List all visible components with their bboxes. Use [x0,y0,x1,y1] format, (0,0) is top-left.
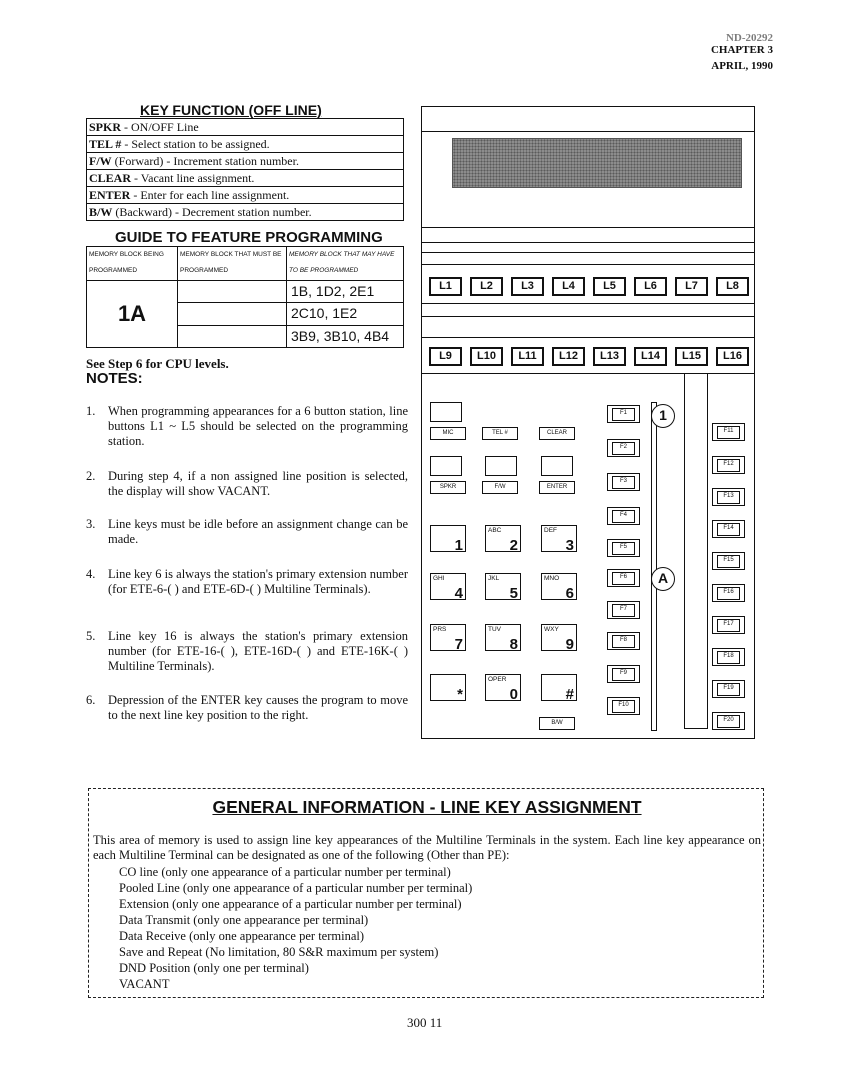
guide-title: GUIDE TO FEATURE PROGRAMMING [115,229,383,246]
terminal-diagram [421,106,755,739]
note-text: Line key 6 is always the station's primary extension number (for ETE-6-( ) and ETE-6D-( ) Multiline Terminals). [108,567,408,596]
empty-cell [178,281,286,303]
divider [422,227,754,228]
mic-label: MIC [430,427,466,440]
note-number: 4. [86,567,96,581]
dial-key-5[interactable] [485,573,521,600]
note-text: During step 4, if a non assigned line position is selected, the display will show VACANT. [108,469,408,498]
note-number: 6. [86,693,96,707]
key-name: CLEAR [89,171,132,185]
assignment-type: CO line (only one appearance of a particular number per terminal) [119,865,451,879]
notes-title: NOTES: [86,370,143,387]
page-number: 300 11 [407,1015,443,1030]
key-function-row [87,153,403,170]
key-function-row [87,119,403,136]
note-item [86,567,408,597]
may-cells [287,281,403,347]
divider [422,252,754,253]
block-being-programmed: 1A [87,281,178,347]
fw-button[interactable] [485,456,517,476]
line-key[interactable]: L12 [552,347,585,366]
dial-key-8[interactable] [485,624,521,651]
doc-number: ND-20292 [725,34,773,42]
note-number: 1. [86,404,96,418]
step6-note: See Step 6 for CPU levels. [86,356,229,371]
assignment-type: Data Transmit (only one appearance per terminal) [119,913,369,927]
note-item [86,693,408,723]
dial-digit: 4 [454,585,463,602]
chapter-label: CHAPTER 3 [710,44,773,56]
bw-button[interactable]: B/W [539,717,575,730]
fkey[interactable]: F6 [607,569,640,587]
note-item [86,629,408,674]
dial-key-4[interactable] [430,573,466,600]
note-item [86,404,408,449]
divider [422,316,754,317]
line-key[interactable]: L11 [511,347,544,366]
key-function-row [87,136,403,153]
guide-table [86,246,404,348]
dial-digit: # [565,686,574,703]
assignment-type: Data Receive (only one appearance per terminal) [119,929,365,943]
dial-letters: GHI [433,575,445,582]
key-desc: (Forward) - Increment station number. [111,154,299,168]
note-number: 5. [86,629,96,643]
note-text: Line keys must be idle before an assignment change can be made. [108,517,408,546]
key-name: B/W [89,205,113,219]
fkey[interactable]: F18 [712,648,745,666]
fkey[interactable]: F11 [712,423,745,441]
tel-label: TEL # [482,427,518,440]
enter-label: ENTER [539,481,575,494]
dial-key-7[interactable] [430,624,466,651]
marker-a: A [651,567,675,591]
divider [422,264,754,265]
dial-digit: 6 [565,585,574,602]
note-number: 3. [86,517,96,531]
key-function-row [87,187,403,204]
guide-header-row [87,247,403,281]
fkey[interactable]: F20 [712,712,745,730]
doc-header [711,34,773,74]
empty-cell [178,303,286,325]
key-function-table [86,118,404,221]
guide-body-row [87,281,403,347]
dial-digit: 7 [454,636,463,653]
fkey[interactable]: F1 [607,405,640,423]
key-desc: - Enter for each line assignment. [130,188,290,202]
dial-digit: 8 [509,636,518,653]
dial-key-6[interactable] [541,573,577,600]
key-function-row [87,204,403,220]
divider [422,303,754,304]
empty-cell [178,326,286,347]
assignment-type: DND Position (only one per terminal) [119,961,309,975]
key-name: TEL # [89,137,122,151]
fkey[interactable]: F17 [712,616,745,634]
designation-strip [684,373,708,729]
fkey-column-line [651,402,657,731]
assignment-type: VACANT [119,977,170,991]
line-key[interactable]: L9 [429,347,462,366]
key-name: SPKR [89,120,122,134]
dial-letters: JKL [488,575,500,582]
line-key[interactable]: L5 [593,277,626,296]
fkey[interactable]: F19 [712,680,745,698]
clear-label: CLEAR [539,427,575,440]
fkey[interactable]: F3 [607,473,640,491]
line-key[interactable]: L16 [716,347,749,366]
key-name: F/W [89,154,112,168]
line-key[interactable]: L15 [675,347,708,366]
note-item [86,469,408,499]
dial-letters: DEF [544,527,557,534]
dial-key-3[interactable] [541,525,577,552]
may-cell: 2C10, 1E2 [287,303,403,325]
dial-letters: ABC [488,527,502,534]
fkey[interactable]: F9 [607,665,640,683]
dial-key-0[interactable] [485,674,521,701]
general-info-box [88,788,764,998]
key-name: ENTER [89,188,131,202]
key-function-row [87,170,403,187]
fkey[interactable]: F7 [607,601,640,619]
enter-button[interactable] [541,456,573,476]
dial-digit: 2 [509,537,518,554]
fkey[interactable]: F12 [712,456,745,474]
may-cell: 1B, 1D2, 2E1 [287,281,403,303]
line-key[interactable]: L10 [470,347,503,366]
dial-letters: OPER [488,676,507,683]
fkey[interactable]: F8 [607,632,640,650]
line-key[interactable]: L3 [511,277,544,296]
dial-digit: 9 [565,636,574,653]
dial-digit: 0 [509,686,518,703]
marker-1: 1 [651,404,675,428]
dial-letters: PRS [433,626,447,633]
divider [422,131,754,132]
fkey[interactable]: F15 [712,552,745,570]
dial-key-star[interactable] [430,674,466,701]
dial-letters: WXY [544,626,559,633]
spkr-button[interactable] [430,456,462,476]
line-key[interactable]: L8 [716,277,749,296]
dial-letters: MNO [544,575,560,582]
assignment-type: Save and Repeat (No limitation, 80 S&R maximum per system) [119,945,439,959]
line-key[interactable]: L6 [634,277,667,296]
dial-digit: 5 [509,585,518,602]
general-info-title: GENERAL INFORMATION - LINE KEY ASSIGNMENT [212,797,642,817]
note-item [86,517,408,547]
dial-key-9[interactable] [541,624,577,651]
note-number: 2. [86,469,96,483]
may-cell: 3B9, 3B10, 4B4 [291,327,390,344]
dial-key-hash[interactable] [541,674,577,701]
line-key[interactable]: L4 [552,277,585,296]
dial-digit: * [457,686,463,703]
col-being-programmed: MEMORY BLOCK BEING PROGRAMMED [87,247,178,280]
line-key[interactable]: L14 [634,347,667,366]
fkey[interactable]: F16 [712,584,745,602]
key-desc: (Backward) - Decrement station number. [112,205,312,219]
dial-digit: 1 [454,537,463,554]
general-info-intro: This area of memory is used to assign line key appearances of the Multiline Terminals in the system. Each line key appearance on each Multiline Terminal can be designated as one of the following (Other than PE): [93,833,761,862]
line-key[interactable]: L13 [593,347,626,366]
divider [422,242,754,243]
key-desc: - Vacant line assignment. [131,171,255,185]
dial-digit: 3 [565,537,574,554]
dial-key-1[interactable] [430,525,466,552]
fkey[interactable]: F4 [607,507,640,525]
note-text: Depression of the ENTER key causes the program to move to the next line key position to the right. [108,693,408,722]
col-must-program: MEMORY BLOCK THAT MUST BE PROGRAMMED [178,247,287,280]
date-label: APRIL, 1990 [711,60,773,72]
dial-key-2[interactable] [485,525,521,552]
lcd-display [452,138,742,188]
spkr-label: SPKR [430,481,466,494]
fkey[interactable]: F13 [712,488,745,506]
assignment-type: Pooled Line (only one appearance of a particular number per terminal) [119,881,473,895]
must-cells [178,281,287,347]
key-desc: - ON/OFF Line [121,120,199,134]
note-text: Line key 16 is always the station's primary extension number (for ETE-16-( ), ETE-16D-( ) and ETE-16K-( ) Multiline Terminals). [108,629,408,673]
note-text: When programming appearances for a 6 button station, line buttons L1 ~ L5 should be selected on the programming station. [108,404,408,448]
key-function-title: KEY FUNCTION (OFF LINE) [140,102,322,118]
line-key[interactable]: L7 [675,277,708,296]
dial-letters: TUV [488,626,501,633]
fkey[interactable]: F2 [607,439,640,457]
fkey[interactable]: F5 [607,539,640,557]
key-desc: - Select station to be assigned. [121,137,270,151]
divider [422,337,754,338]
fkey[interactable]: F14 [712,520,745,538]
mic-button[interactable] [430,402,462,422]
line-key[interactable]: L2 [470,277,503,296]
fkey[interactable]: F10 [607,697,640,715]
line-key[interactable]: L1 [429,277,462,296]
col-may-program: MEMORY BLOCK THAT MAY HAVE TO BE PROGRAMMED [289,251,395,274]
fw-label: F/W [482,481,518,494]
assignment-type: Extension (only one appearance of a particular number per terminal) [119,897,462,911]
